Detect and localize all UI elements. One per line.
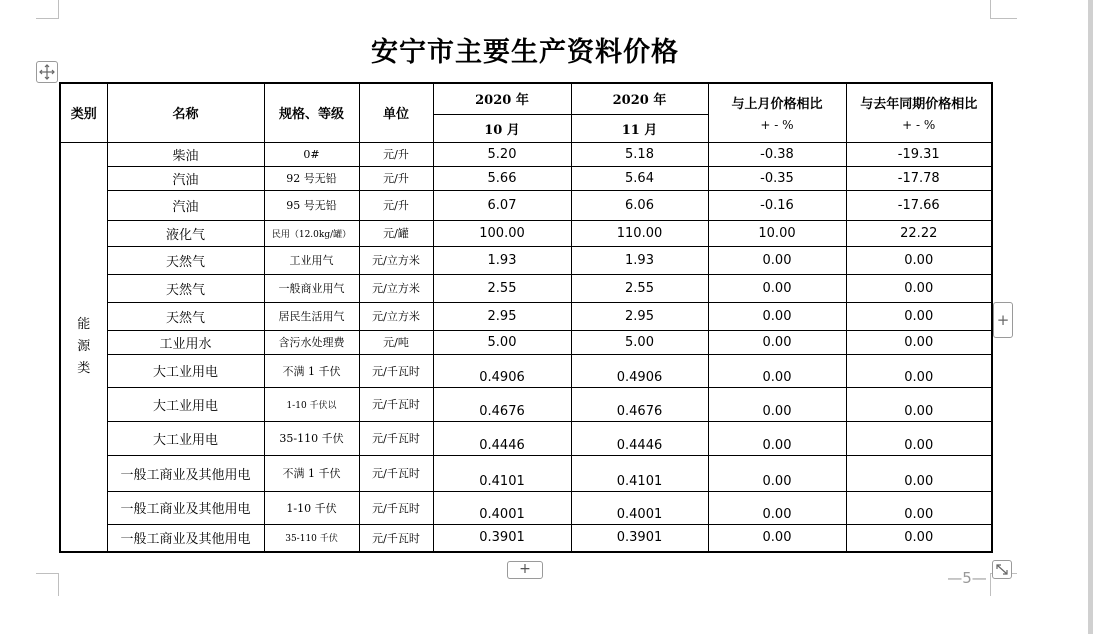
table-row <box>60 142 992 166</box>
item-unit: 元/立方米 <box>359 302 433 330</box>
header-row-1 <box>60 83 992 114</box>
table-row <box>60 274 992 302</box>
item-unit: 元/立方米 <box>359 274 433 302</box>
header-oct-year: 2020 年 <box>433 83 571 114</box>
price-oct: 2.55 <box>433 274 571 302</box>
item-unit: 元/升 <box>359 190 433 220</box>
price-nov: 5.00 <box>571 330 708 354</box>
change-mom: 0.00 <box>708 455 846 491</box>
add-row-button[interactable]: + <box>507 561 543 579</box>
change-mom: 0.00 <box>708 524 846 552</box>
crop-mark-top-left <box>36 0 59 19</box>
header-oct-month: 10 月 <box>433 114 571 142</box>
move-arrows-icon <box>37 62 57 82</box>
item-spec: 0# <box>264 142 359 166</box>
table-row <box>60 524 992 552</box>
price-oct: 6.07 <box>433 190 571 220</box>
table-row <box>60 387 992 421</box>
table-row <box>60 166 992 190</box>
change-mom: -0.16 <box>708 190 846 220</box>
table-row <box>60 246 992 274</box>
price-oct: 0.3901 <box>433 524 571 552</box>
item-name: 大工业用电 <box>107 354 264 387</box>
item-spec: 92 号无铅 <box>264 166 359 190</box>
change-mom: 0.00 <box>708 246 846 274</box>
table-row <box>60 354 992 387</box>
item-name: 天然气 <box>107 246 264 274</box>
header-category: 类别 <box>60 83 107 142</box>
table-row <box>60 491 992 524</box>
price-oct: 0.4906 <box>433 354 571 387</box>
header-unit: 单位 <box>359 83 433 142</box>
item-name: 天然气 <box>107 274 264 302</box>
header-mom-label: 与上月价格相比 <box>731 97 823 113</box>
item-unit: 元/吨 <box>359 330 433 354</box>
change-yoy: 0.00 <box>846 354 992 387</box>
item-name: 汽油 <box>107 190 264 220</box>
price-oct: 0.4001 <box>433 491 571 524</box>
price-oct: 2.95 <box>433 302 571 330</box>
item-spec: 35-110 千伏 <box>264 524 359 552</box>
change-yoy: -17.78 <box>846 166 992 190</box>
item-unit: 元/千瓦时 <box>359 491 433 524</box>
price-nov: 0.4676 <box>571 387 708 421</box>
header-mom <box>708 83 846 142</box>
item-unit: 元/千瓦时 <box>359 387 433 421</box>
table-row <box>60 455 992 491</box>
item-name: 液化气 <box>107 220 264 246</box>
header-nov-month: 11 月 <box>571 114 708 142</box>
item-unit: 元/立方米 <box>359 246 433 274</box>
change-yoy: -19.31 <box>846 142 992 166</box>
page-number: —5— <box>947 569 987 587</box>
price-oct: 0.4676 <box>433 387 571 421</box>
change-mom: -0.38 <box>708 142 846 166</box>
price-oct: 100.00 <box>433 220 571 246</box>
item-spec: 95 号无铅 <box>264 190 359 220</box>
change-mom: 10.00 <box>708 220 846 246</box>
header-yoy-label: 与去年同期价格相比 <box>860 97 978 113</box>
category-cell <box>60 142 107 552</box>
change-yoy: 22.22 <box>846 220 992 246</box>
change-yoy: 0.00 <box>846 387 992 421</box>
price-oct: 0.4101 <box>433 455 571 491</box>
header-yoy-unit: + - % <box>902 118 936 133</box>
item-spec: 含污水处理费 <box>264 330 359 354</box>
table-row <box>60 421 992 455</box>
item-name: 一般工商业及其他用电 <box>107 524 264 552</box>
price-nov: 5.18 <box>571 142 708 166</box>
change-yoy: 0.00 <box>846 302 992 330</box>
price-oct: 5.00 <box>433 330 571 354</box>
header-spec: 规格、等级 <box>264 83 359 142</box>
item-spec: 不满 1 千伏 <box>264 354 359 387</box>
resize-diagonal-icon <box>993 561 1011 578</box>
crop-mark-top-right <box>990 0 1017 19</box>
price-oct: 0.4446 <box>433 421 571 455</box>
item-name: 大工业用电 <box>107 387 264 421</box>
price-nov: 2.55 <box>571 274 708 302</box>
item-spec: 35-110 千伏 <box>264 421 359 455</box>
change-yoy: 0.00 <box>846 455 992 491</box>
header-name: 名称 <box>107 83 264 142</box>
header-yoy <box>846 83 992 142</box>
change-mom: 0.00 <box>708 354 846 387</box>
category-char: 能 <box>77 316 91 332</box>
item-name: 柴油 <box>107 142 264 166</box>
change-mom: -0.35 <box>708 166 846 190</box>
change-yoy: -17.66 <box>846 190 992 220</box>
item-spec: 一般商业用气 <box>264 274 359 302</box>
change-mom: 0.00 <box>708 274 846 302</box>
change-yoy: 0.00 <box>846 491 992 524</box>
item-unit: 元/升 <box>359 142 433 166</box>
header-nov-year: 2020 年 <box>571 83 708 114</box>
item-spec: 民用（12.0kg/罐） <box>264 220 359 246</box>
table-resize-handle[interactable] <box>992 560 1012 579</box>
item-unit: 元/千瓦时 <box>359 524 433 552</box>
change-mom: 0.00 <box>708 491 846 524</box>
item-name: 一般工商业及其他用电 <box>107 491 264 524</box>
change-yoy: 0.00 <box>846 246 992 274</box>
item-unit: 元/罐 <box>359 220 433 246</box>
item-unit: 元/千瓦时 <box>359 455 433 491</box>
price-nov: 0.4906 <box>571 354 708 387</box>
price-table <box>59 82 993 553</box>
table-row <box>60 302 992 330</box>
item-name: 汽油 <box>107 166 264 190</box>
change-yoy: 0.00 <box>846 274 992 302</box>
window-edge <box>1088 0 1093 634</box>
item-name: 一般工商业及其他用电 <box>107 455 264 491</box>
price-nov: 6.06 <box>571 190 708 220</box>
item-name: 天然气 <box>107 302 264 330</box>
price-nov: 0.4001 <box>571 491 708 524</box>
change-mom: 0.00 <box>708 330 846 354</box>
item-unit: 元/千瓦时 <box>359 421 433 455</box>
item-spec: 不满 1 千伏 <box>264 455 359 491</box>
price-nov: 2.95 <box>571 302 708 330</box>
change-yoy: 0.00 <box>846 421 992 455</box>
item-spec: 工业用气 <box>264 246 359 274</box>
price-nov: 5.64 <box>571 166 708 190</box>
item-spec: 1-10 千伏以 <box>264 387 359 421</box>
category-char: 类 <box>77 360 91 376</box>
price-nov: 0.3901 <box>571 524 708 552</box>
table-row <box>60 190 992 220</box>
crop-mark-bottom-left <box>36 573 59 596</box>
price-nov: 0.4446 <box>571 421 708 455</box>
table-row <box>60 330 992 354</box>
change-mom: 0.00 <box>708 421 846 455</box>
item-unit: 元/升 <box>359 166 433 190</box>
header-mom-unit: + - % <box>760 118 794 133</box>
price-nov: 1.93 <box>571 246 708 274</box>
item-name: 工业用水 <box>107 330 264 354</box>
item-spec: 居民生活用气 <box>264 302 359 330</box>
price-oct: 1.93 <box>433 246 571 274</box>
table-move-handle[interactable] <box>36 61 58 83</box>
category-char: 源 <box>77 338 91 354</box>
change-yoy: 0.00 <box>846 524 992 552</box>
price-nov: 0.4101 <box>571 455 708 491</box>
price-oct: 5.66 <box>433 166 571 190</box>
add-column-button[interactable]: + <box>993 302 1013 338</box>
price-nov: 110.00 <box>571 220 708 246</box>
table-row <box>60 220 992 246</box>
item-spec: 1-10 千伏 <box>264 491 359 524</box>
change-mom: 0.00 <box>708 387 846 421</box>
change-yoy: 0.00 <box>846 330 992 354</box>
change-mom: 0.00 <box>708 302 846 330</box>
page-title: 安宁市主要生产资料价格 <box>371 37 679 68</box>
item-name: 大工业用电 <box>107 421 264 455</box>
item-unit: 元/千瓦时 <box>359 354 433 387</box>
price-oct: 5.20 <box>433 142 571 166</box>
